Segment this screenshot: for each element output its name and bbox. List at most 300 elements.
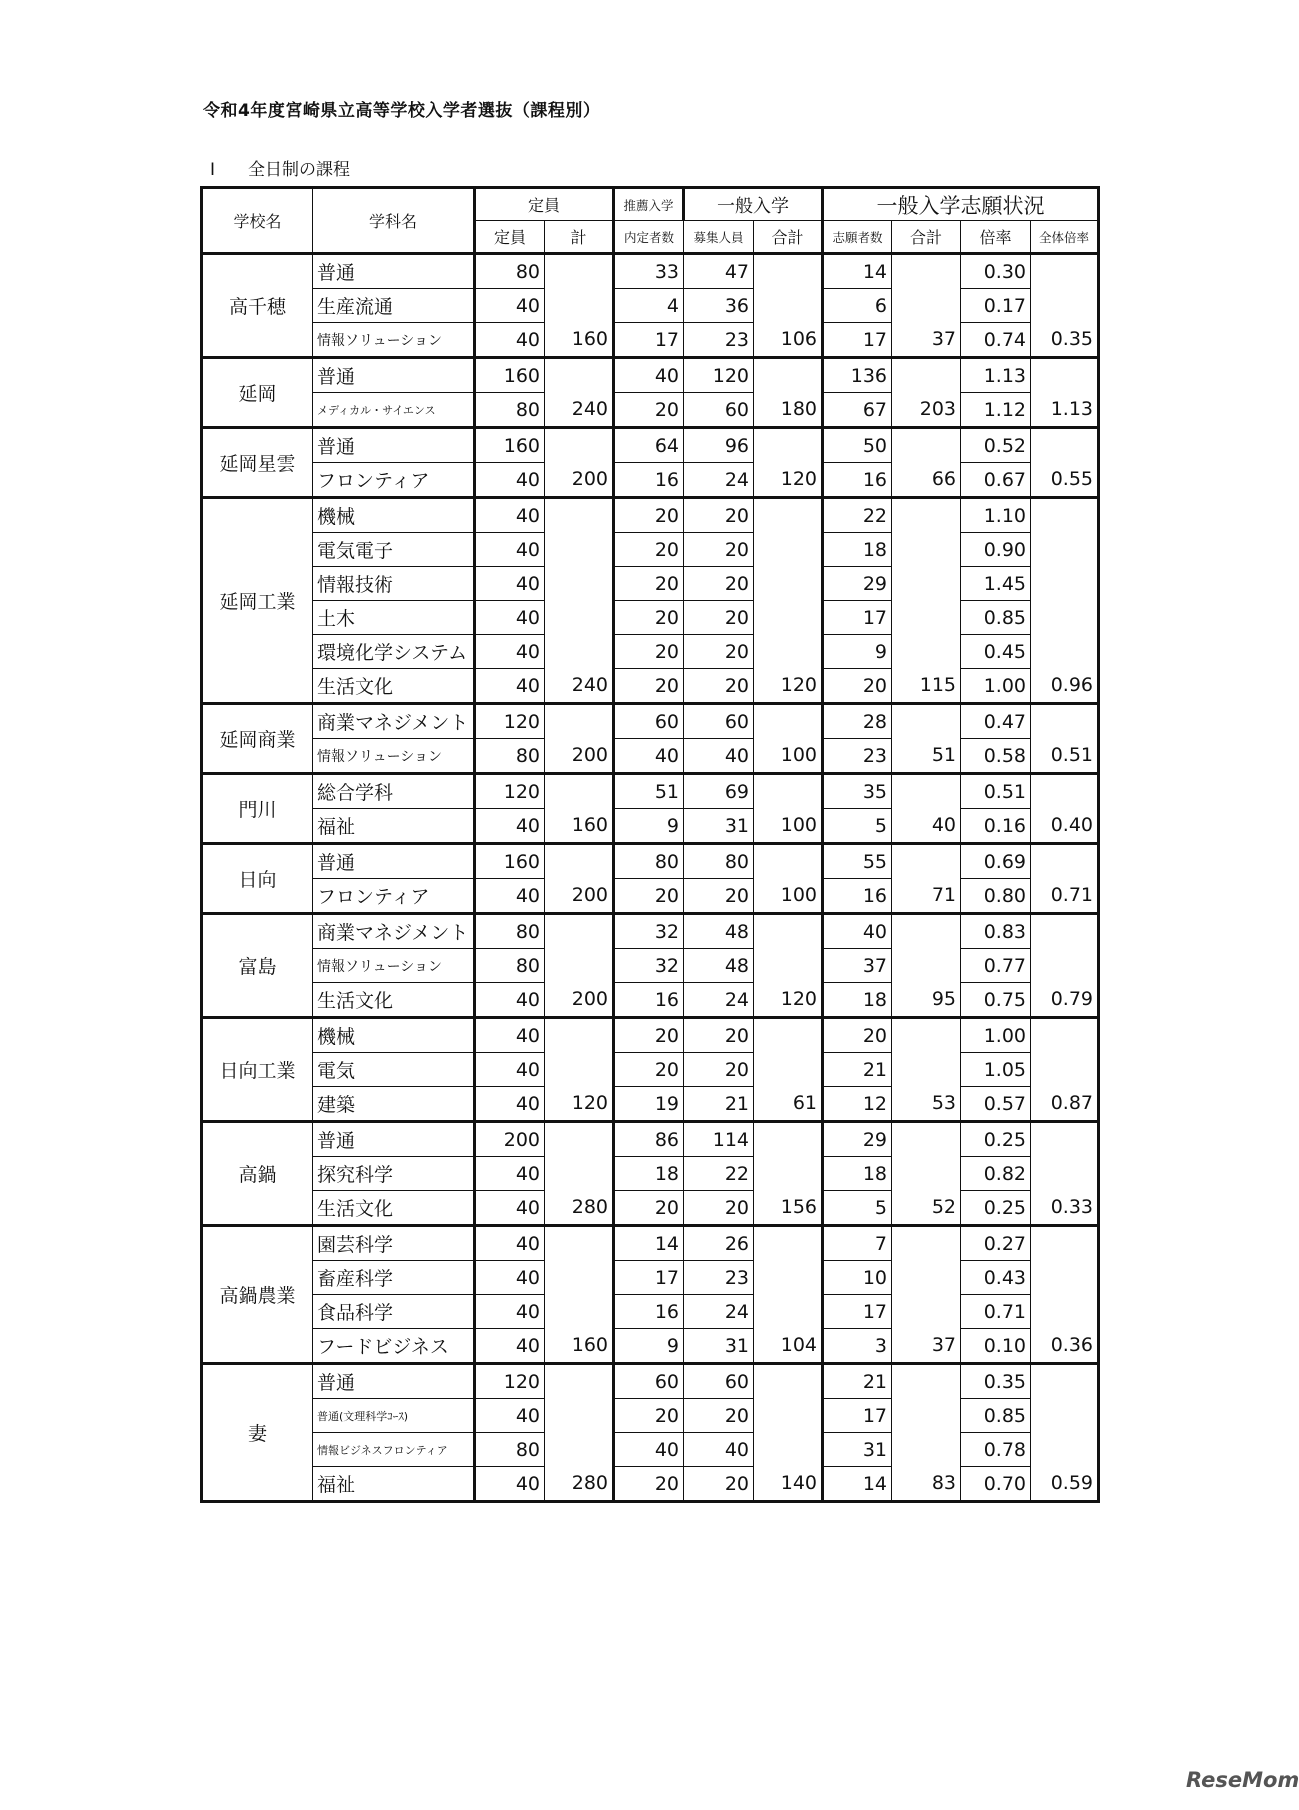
teiin-cell: 40 xyxy=(475,1226,545,1261)
header-shigan-group: 一般入学志願状況 xyxy=(823,188,1099,221)
bairitsu-cell: 0.71 xyxy=(961,1295,1031,1329)
table-row xyxy=(202,1226,1099,1261)
boshu-cell: 114 xyxy=(684,1122,754,1157)
teiin-cell: 80 xyxy=(475,949,545,983)
shigan-total-cell: 53 xyxy=(892,1018,961,1122)
shigansha-cell: 17 xyxy=(823,601,892,635)
dept-name: 電気電子 xyxy=(313,533,475,567)
dept-name: 普通 xyxy=(313,1122,475,1157)
bairitsu-cell: 0.35 xyxy=(961,1364,1031,1399)
bairitsu-cell: 0.57 xyxy=(961,1087,1031,1122)
shigan-total-cell: 83 xyxy=(892,1364,961,1502)
header-dept: 学科名 xyxy=(313,188,475,254)
boshu-cell: 31 xyxy=(684,1329,754,1364)
teiin-total-cell: 120 xyxy=(545,1018,614,1122)
naitei-cell: 51 xyxy=(614,774,684,809)
bairitsu-cell: 0.74 xyxy=(961,323,1031,358)
shigan-total-cell: 71 xyxy=(892,844,961,914)
teiin-cell: 80 xyxy=(475,1433,545,1467)
shigansha-cell: 20 xyxy=(823,669,892,704)
shigan-total-cell: 115 xyxy=(892,498,961,704)
dept-name: 生活文化 xyxy=(313,983,475,1018)
dept-name: 電気 xyxy=(313,1053,475,1087)
zentai-bairitsu-cell: 0.71 xyxy=(1031,844,1099,914)
naitei-cell: 20 xyxy=(614,393,684,428)
boshu-cell: 20 xyxy=(684,635,754,669)
naitei-cell: 40 xyxy=(614,358,684,393)
dept-name: 普通 xyxy=(313,844,475,879)
table-row xyxy=(202,1364,1099,1399)
shigansha-cell: 40 xyxy=(823,914,892,949)
teiin-cell: 80 xyxy=(475,393,545,428)
shigansha-cell: 9 xyxy=(823,635,892,669)
dept-name: フロンティア xyxy=(313,463,475,498)
teiin-total-cell: 240 xyxy=(545,498,614,704)
table-row xyxy=(202,809,1099,844)
boshu-cell: 47 xyxy=(684,254,754,289)
naitei-cell: 17 xyxy=(614,323,684,358)
teiin-cell: 200 xyxy=(475,1122,545,1157)
naitei-cell: 20 xyxy=(614,1018,684,1053)
naitei-cell: 32 xyxy=(614,949,684,983)
naitei-cell: 16 xyxy=(614,463,684,498)
shigansha-cell: 16 xyxy=(823,463,892,498)
shigansha-cell: 31 xyxy=(823,1433,892,1467)
boshu-cell: 40 xyxy=(684,1433,754,1467)
table-row xyxy=(202,914,1099,949)
zentai-bairitsu-cell: 0.40 xyxy=(1031,774,1099,844)
bairitsu-cell: 0.78 xyxy=(961,1433,1031,1467)
section-number: Ⅰ xyxy=(210,160,216,180)
teiin-total-cell: 160 xyxy=(545,1226,614,1364)
shigan-total-cell: 66 xyxy=(892,428,961,498)
boshu-cell: 40 xyxy=(684,739,754,774)
table-row xyxy=(202,983,1099,1018)
dept-name: 情報ソリューション xyxy=(313,949,475,983)
boshu-total-cell: 120 xyxy=(754,914,823,1018)
dept-name: 土木 xyxy=(313,601,475,635)
boshu-total-cell: 156 xyxy=(754,1122,823,1226)
boshu-cell: 24 xyxy=(684,983,754,1018)
boshu-cell: 60 xyxy=(684,1364,754,1399)
teiin-cell: 40 xyxy=(475,1191,545,1226)
boshu-cell: 23 xyxy=(684,323,754,358)
teiin-cell: 80 xyxy=(475,914,545,949)
shigansha-cell: 14 xyxy=(823,254,892,289)
teiin-total-cell: 200 xyxy=(545,844,614,914)
school-name: 高千穂 xyxy=(202,254,313,358)
document-title: 令和4年度宮崎県立高等学校入学者選抜（課程別） xyxy=(203,101,601,121)
boshu-cell: 20 xyxy=(684,1399,754,1433)
table-row xyxy=(202,1053,1099,1087)
header-suisen-group: 推薦入学 xyxy=(614,188,684,221)
bairitsu-cell: 1.12 xyxy=(961,393,1031,428)
boshu-cell: 48 xyxy=(684,949,754,983)
naitei-cell: 86 xyxy=(614,1122,684,1157)
shigansha-cell: 28 xyxy=(823,704,892,739)
school-name: 日向工業 xyxy=(202,1018,313,1122)
bairitsu-cell: 0.80 xyxy=(961,879,1031,914)
dept-name: 建築 xyxy=(313,1087,475,1122)
boshu-cell: 20 xyxy=(684,498,754,533)
boshu-cell: 21 xyxy=(684,1087,754,1122)
teiin-cell: 40 xyxy=(475,809,545,844)
table-row xyxy=(202,254,1099,289)
teiin-total-cell: 200 xyxy=(545,428,614,498)
school-name: 延岡星雲 xyxy=(202,428,313,498)
dept-name: 普通 xyxy=(313,358,475,393)
bairitsu-cell: 0.16 xyxy=(961,809,1031,844)
teiin-cell: 40 xyxy=(475,1087,545,1122)
bairitsu-cell: 0.69 xyxy=(961,844,1031,879)
teiin-cell: 40 xyxy=(475,1053,545,1087)
dept-name: 機械 xyxy=(313,1018,475,1053)
dept-name: 機械 xyxy=(313,498,475,533)
bairitsu-cell: 0.70 xyxy=(961,1467,1031,1502)
teiin-cell: 120 xyxy=(475,704,545,739)
bairitsu-cell: 1.00 xyxy=(961,1018,1031,1053)
teiin-cell: 40 xyxy=(475,463,545,498)
bairitsu-cell: 0.45 xyxy=(961,635,1031,669)
teiin-cell: 120 xyxy=(475,774,545,809)
boshu-cell: 24 xyxy=(684,1295,754,1329)
table-body xyxy=(202,254,1099,1502)
shigansha-cell: 35 xyxy=(823,774,892,809)
header-boshu: 募集人員 xyxy=(684,221,754,254)
zentai-bairitsu-cell: 0.35 xyxy=(1031,254,1099,358)
table-row xyxy=(202,289,1099,323)
boshu-cell: 69 xyxy=(684,774,754,809)
dept-name: 情報ビジネスフロンティア xyxy=(313,1433,475,1467)
bairitsu-cell: 1.10 xyxy=(961,498,1031,533)
bairitsu-cell: 0.58 xyxy=(961,739,1031,774)
boshu-cell: 48 xyxy=(684,914,754,949)
teiin-cell: 40 xyxy=(475,1399,545,1433)
school-name: 延岡 xyxy=(202,358,313,428)
table-row xyxy=(202,879,1099,914)
boshu-cell: 20 xyxy=(684,1018,754,1053)
dept-name: 畜産科学 xyxy=(313,1261,475,1295)
school-name: 延岡商業 xyxy=(202,704,313,774)
school-name: 高鍋農業 xyxy=(202,1226,313,1364)
school-name: 富島 xyxy=(202,914,313,1018)
shigan-total-cell: 203 xyxy=(892,358,961,428)
dept-name: 食品科学 xyxy=(313,1295,475,1329)
boshu-cell: 20 xyxy=(684,601,754,635)
naitei-cell: 18 xyxy=(614,1157,684,1191)
zentai-bairitsu-cell: 1.13 xyxy=(1031,358,1099,428)
table-row xyxy=(202,1122,1099,1157)
bairitsu-cell: 0.75 xyxy=(961,983,1031,1018)
boshu-total-cell: 104 xyxy=(754,1226,823,1364)
teiin-cell: 40 xyxy=(475,323,545,358)
naitei-cell: 40 xyxy=(614,1433,684,1467)
shigansha-cell: 6 xyxy=(823,289,892,323)
teiin-cell: 40 xyxy=(475,879,545,914)
naitei-cell: 20 xyxy=(614,498,684,533)
boshu-total-cell: 61 xyxy=(754,1018,823,1122)
teiin-total-cell: 200 xyxy=(545,704,614,774)
boshu-cell: 20 xyxy=(684,567,754,601)
boshu-cell: 36 xyxy=(684,289,754,323)
bairitsu-cell: 0.30 xyxy=(961,254,1031,289)
boshu-total-cell: 100 xyxy=(754,774,823,844)
naitei-cell: 64 xyxy=(614,428,684,463)
naitei-cell: 20 xyxy=(614,669,684,704)
naitei-cell: 20 xyxy=(614,601,684,635)
dept-name: 普通 xyxy=(313,254,475,289)
bairitsu-cell: 0.47 xyxy=(961,704,1031,739)
dept-name: 生活文化 xyxy=(313,669,475,704)
naitei-cell: 80 xyxy=(614,844,684,879)
teiin-cell: 40 xyxy=(475,1329,545,1364)
boshu-cell: 20 xyxy=(684,669,754,704)
dept-name: 商業マネジメント xyxy=(313,914,475,949)
bairitsu-cell: 1.00 xyxy=(961,669,1031,704)
bairitsu-cell: 0.25 xyxy=(961,1191,1031,1226)
naitei-cell: 9 xyxy=(614,1329,684,1364)
teiin-cell: 40 xyxy=(475,983,545,1018)
bairitsu-cell: 0.82 xyxy=(961,1157,1031,1191)
dept-name: 生産流通 xyxy=(313,289,475,323)
teiin-cell: 120 xyxy=(475,1364,545,1399)
dept-name: 普通 xyxy=(313,1364,475,1399)
table-row xyxy=(202,1399,1099,1433)
naitei-cell: 20 xyxy=(614,1399,684,1433)
naitei-cell: 20 xyxy=(614,635,684,669)
boshu-cell: 20 xyxy=(684,1191,754,1226)
dept-name: 情報ソリューション xyxy=(313,323,475,358)
dept-name: 環境化学システム xyxy=(313,635,475,669)
dept-name: 生活文化 xyxy=(313,1191,475,1226)
header-teiin: 定員 xyxy=(475,221,545,254)
table-row xyxy=(202,739,1099,774)
naitei-cell: 14 xyxy=(614,1226,684,1261)
shigan-total-cell: 52 xyxy=(892,1122,961,1226)
shigansha-cell: 3 xyxy=(823,1329,892,1364)
table-row xyxy=(202,949,1099,983)
shigansha-cell: 17 xyxy=(823,323,892,358)
bairitsu-cell: 0.25 xyxy=(961,1122,1031,1157)
table-row xyxy=(202,704,1099,739)
boshu-cell: 20 xyxy=(684,1467,754,1502)
table-row xyxy=(202,1295,1099,1329)
bairitsu-cell: 0.85 xyxy=(961,601,1031,635)
header-zentai: 全体倍率 xyxy=(1031,221,1099,254)
naitei-cell: 20 xyxy=(614,1053,684,1087)
zentai-bairitsu-cell: 0.55 xyxy=(1031,428,1099,498)
shigan-total-cell: 95 xyxy=(892,914,961,1018)
teiin-cell: 40 xyxy=(475,1157,545,1191)
zentai-bairitsu-cell: 0.51 xyxy=(1031,704,1099,774)
boshu-cell: 96 xyxy=(684,428,754,463)
bairitsu-cell: 0.83 xyxy=(961,914,1031,949)
dept-name: 福祉 xyxy=(313,1467,475,1502)
boshu-cell: 26 xyxy=(684,1226,754,1261)
zentai-bairitsu-cell: 0.33 xyxy=(1031,1122,1099,1226)
teiin-cell: 80 xyxy=(475,739,545,774)
shigansha-cell: 5 xyxy=(823,809,892,844)
teiin-cell: 160 xyxy=(475,844,545,879)
teiin-total-cell: 160 xyxy=(545,774,614,844)
naitei-cell: 19 xyxy=(614,1087,684,1122)
bairitsu-cell: 0.85 xyxy=(961,1399,1031,1433)
shigan-total-cell: 37 xyxy=(892,254,961,358)
boshu-cell: 22 xyxy=(684,1157,754,1191)
shigansha-cell: 29 xyxy=(823,567,892,601)
naitei-cell: 60 xyxy=(614,1364,684,1399)
school-name: 日向 xyxy=(202,844,313,914)
header-bairitsu: 倍率 xyxy=(961,221,1031,254)
teiin-cell: 160 xyxy=(475,428,545,463)
header-school: 学校名 xyxy=(202,188,313,254)
teiin-total-cell: 240 xyxy=(545,358,614,428)
boshu-total-cell: 100 xyxy=(754,704,823,774)
boshu-cell: 80 xyxy=(684,844,754,879)
table-row xyxy=(202,1087,1099,1122)
shigansha-cell: 29 xyxy=(823,1122,892,1157)
shigan-total-cell: 51 xyxy=(892,704,961,774)
shigansha-cell: 5 xyxy=(823,1191,892,1226)
naitei-cell: 20 xyxy=(614,533,684,567)
boshu-cell: 31 xyxy=(684,809,754,844)
zentai-bairitsu-cell: 0.87 xyxy=(1031,1018,1099,1122)
bairitsu-cell: 0.51 xyxy=(961,774,1031,809)
table-row xyxy=(202,1018,1099,1053)
zentai-bairitsu-cell: 0.36 xyxy=(1031,1226,1099,1364)
shigansha-cell: 50 xyxy=(823,428,892,463)
dept-name: 福祉 xyxy=(313,809,475,844)
shigansha-cell: 16 xyxy=(823,879,892,914)
teiin-cell: 40 xyxy=(475,533,545,567)
shigansha-cell: 21 xyxy=(823,1364,892,1399)
shigansha-cell: 37 xyxy=(823,949,892,983)
table-row xyxy=(202,635,1099,669)
bairitsu-cell: 0.27 xyxy=(961,1226,1031,1261)
boshu-total-cell: 140 xyxy=(754,1364,823,1502)
teiin-cell: 80 xyxy=(475,254,545,289)
shigansha-cell: 55 xyxy=(823,844,892,879)
section-heading xyxy=(210,155,350,180)
naitei-cell: 17 xyxy=(614,1261,684,1295)
teiin-cell: 40 xyxy=(475,669,545,704)
table-row xyxy=(202,1191,1099,1226)
boshu-cell: 20 xyxy=(684,879,754,914)
shigan-total-cell: 40 xyxy=(892,774,961,844)
table-row xyxy=(202,1433,1099,1467)
teiin-total-cell: 280 xyxy=(545,1122,614,1226)
dept-name: 情報技術 xyxy=(313,567,475,601)
section-label: 全日制の課程 xyxy=(248,160,350,180)
bairitsu-cell: 0.43 xyxy=(961,1261,1031,1295)
watermark-logo: ReseMom xyxy=(1186,1768,1299,1792)
dept-name: 普通(文理科学ｺｰｽ) xyxy=(313,1399,475,1433)
naitei-cell: 60 xyxy=(614,704,684,739)
boshu-cell: 23 xyxy=(684,1261,754,1295)
boshu-cell: 60 xyxy=(684,704,754,739)
table-row xyxy=(202,1329,1099,1364)
table-row xyxy=(202,428,1099,463)
table-row xyxy=(202,1157,1099,1191)
teiin-cell: 40 xyxy=(475,635,545,669)
teiin-cell: 40 xyxy=(475,1018,545,1053)
table-row xyxy=(202,393,1099,428)
shigan-total-cell: 37 xyxy=(892,1226,961,1364)
teiin-cell: 40 xyxy=(475,1261,545,1295)
boshu-total-cell: 106 xyxy=(754,254,823,358)
boshu-total-cell: 120 xyxy=(754,498,823,704)
header-kei: 計 xyxy=(545,221,614,254)
naitei-cell: 20 xyxy=(614,567,684,601)
bairitsu-cell: 0.77 xyxy=(961,949,1031,983)
table-row xyxy=(202,774,1099,809)
shigansha-cell: 7 xyxy=(823,1226,892,1261)
header-gokei: 合計 xyxy=(754,221,823,254)
table-row xyxy=(202,669,1099,704)
teiin-cell: 40 xyxy=(475,567,545,601)
teiin-cell: 160 xyxy=(475,358,545,393)
dept-name: メディカル・サイエンス xyxy=(313,393,475,428)
shigansha-cell: 12 xyxy=(823,1087,892,1122)
table-row xyxy=(202,498,1099,533)
shigansha-cell: 22 xyxy=(823,498,892,533)
header-naitei: 内定者数 xyxy=(614,221,684,254)
shigansha-cell: 14 xyxy=(823,1467,892,1502)
table-row xyxy=(202,1467,1099,1502)
boshu-cell: 60 xyxy=(684,393,754,428)
naitei-cell: 20 xyxy=(614,1191,684,1226)
shigansha-cell: 23 xyxy=(823,739,892,774)
bairitsu-cell: 1.45 xyxy=(961,567,1031,601)
header-ippan-group: 一般入学 xyxy=(684,188,823,221)
shigansha-cell: 18 xyxy=(823,1157,892,1191)
teiin-cell: 40 xyxy=(475,601,545,635)
bairitsu-cell: 1.13 xyxy=(961,358,1031,393)
header-shigan-gokei: 合計 xyxy=(892,221,961,254)
dept-name: 探究科学 xyxy=(313,1157,475,1191)
table-row xyxy=(202,323,1099,358)
dept-name: 普通 xyxy=(313,428,475,463)
table-row xyxy=(202,533,1099,567)
shigansha-cell: 136 xyxy=(823,358,892,393)
dept-name: フロンティア xyxy=(313,879,475,914)
table-row xyxy=(202,358,1099,393)
bairitsu-cell: 0.17 xyxy=(961,289,1031,323)
school-name: 高鍋 xyxy=(202,1122,313,1226)
bairitsu-cell: 0.52 xyxy=(961,428,1031,463)
naitei-cell: 40 xyxy=(614,739,684,774)
header-shigansha: 志願者数 xyxy=(823,221,892,254)
table-row xyxy=(202,601,1099,635)
dept-name: 総合学科 xyxy=(313,774,475,809)
boshu-cell: 120 xyxy=(684,358,754,393)
boshu-cell: 20 xyxy=(684,533,754,567)
boshu-total-cell: 180 xyxy=(754,358,823,428)
zentai-bairitsu-cell: 0.59 xyxy=(1031,1364,1099,1502)
boshu-total-cell: 100 xyxy=(754,844,823,914)
table-row xyxy=(202,463,1099,498)
school-name: 妻 xyxy=(202,1364,313,1502)
table-row xyxy=(202,1261,1099,1295)
admissions-table xyxy=(200,186,1100,1503)
naitei-cell: 20 xyxy=(614,879,684,914)
naitei-cell: 32 xyxy=(614,914,684,949)
teiin-total-cell: 200 xyxy=(545,914,614,1018)
teiin-cell: 40 xyxy=(475,1295,545,1329)
teiin-total-cell: 160 xyxy=(545,254,614,358)
teiin-cell: 40 xyxy=(475,1467,545,1502)
boshu-cell: 20 xyxy=(684,1053,754,1087)
